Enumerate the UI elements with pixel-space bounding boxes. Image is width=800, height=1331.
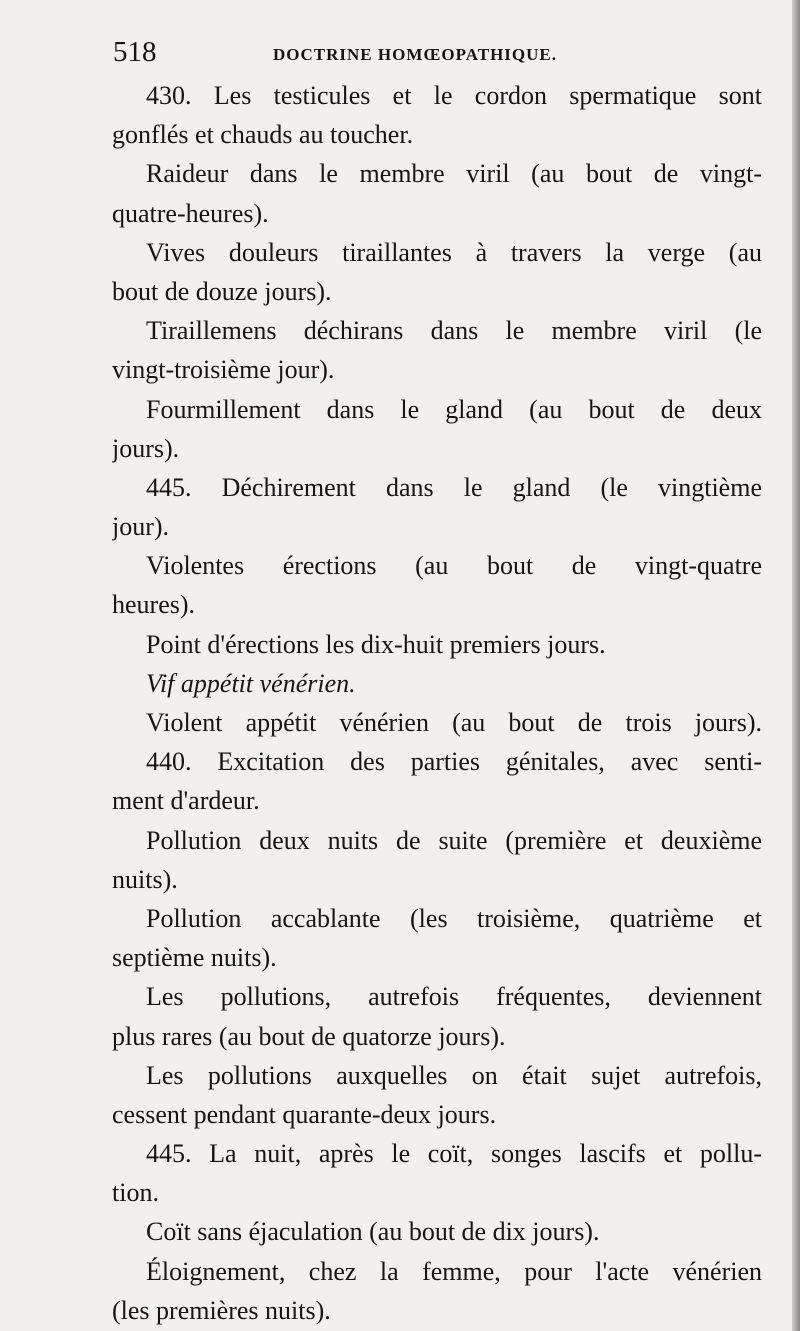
text-line: Les pollutions, autrefois fréquentes, deviennent	[146, 982, 762, 1012]
text-line: vingt-troisième jour).	[112, 355, 335, 385]
text-line: bout de douze jours).	[112, 276, 332, 306]
page-spine-edge	[792, 0, 800, 1331]
text-line: Raideur dans le membre viril (au bout de vingt-	[146, 159, 762, 189]
text-line: tion.	[112, 1178, 159, 1208]
text-line: Les pollutions auxquelles on était sujet autrefois,	[146, 1060, 762, 1090]
text-line: septième nuits).	[112, 943, 277, 973]
text-line: jours).	[112, 433, 180, 463]
text-body	[112, 76, 762, 1330]
text-line: Violentes érections (au bout de vingt-quatre	[146, 551, 762, 581]
page-header	[113, 36, 773, 76]
running-head: DOCTRINE HOMŒOPATHIQUE.	[273, 45, 557, 64]
text-line: Pollution deux nuits de suite (première et deuxième	[146, 825, 762, 855]
text-line: Vives douleurs tiraillantes à travers la verge (au	[146, 237, 762, 267]
text-line-italic: Vif appétit vénérien.	[146, 668, 356, 698]
text-line: Coït sans éjaculation (au bout de dix jours).	[146, 1217, 600, 1247]
text-line: Tiraillemens déchirans dans le membre viril (le	[146, 316, 762, 346]
text-line: Violent appétit vénérien (au bout de trois jours).	[146, 708, 762, 737]
text-line: jour).	[112, 512, 170, 542]
text-line: gonflés et chauds au toucher.	[112, 120, 414, 150]
page-number: 518	[113, 36, 157, 68]
text-line: 440. Excitation des parties génitales, avec senti-	[146, 747, 762, 777]
text-line: Pollution accablante (les troisième, quatrième et	[146, 903, 762, 933]
text-line: Éloignement, chez la femme, pour l'acte vénérien	[146, 1256, 762, 1286]
text-line: quatre-heures).	[112, 198, 269, 228]
text-line: 445. Déchirement dans le gland (le vingtième	[146, 472, 762, 502]
text-line: Point d'érections les dix-huit premiers jours.	[146, 629, 606, 659]
text-line: nuits).	[112, 864, 178, 894]
text-line: heures).	[112, 590, 196, 620]
text-line: plus rares (au bout de quatorze jours).	[112, 1021, 506, 1051]
text-line: 430. Les testicules et le cordon spermatique sont	[146, 81, 762, 110]
text-line: 445. La nuit, après le coït, songes lascifs et pollu-	[146, 1139, 762, 1169]
text-line: ment d'ardeur.	[112, 786, 260, 816]
text-line: (les premières nuits).	[112, 1295, 331, 1325]
text-line: cessent pendant quarante-deux jours.	[112, 1099, 497, 1129]
text-line: Fourmillement dans le gland (au bout de deux	[146, 394, 762, 424]
